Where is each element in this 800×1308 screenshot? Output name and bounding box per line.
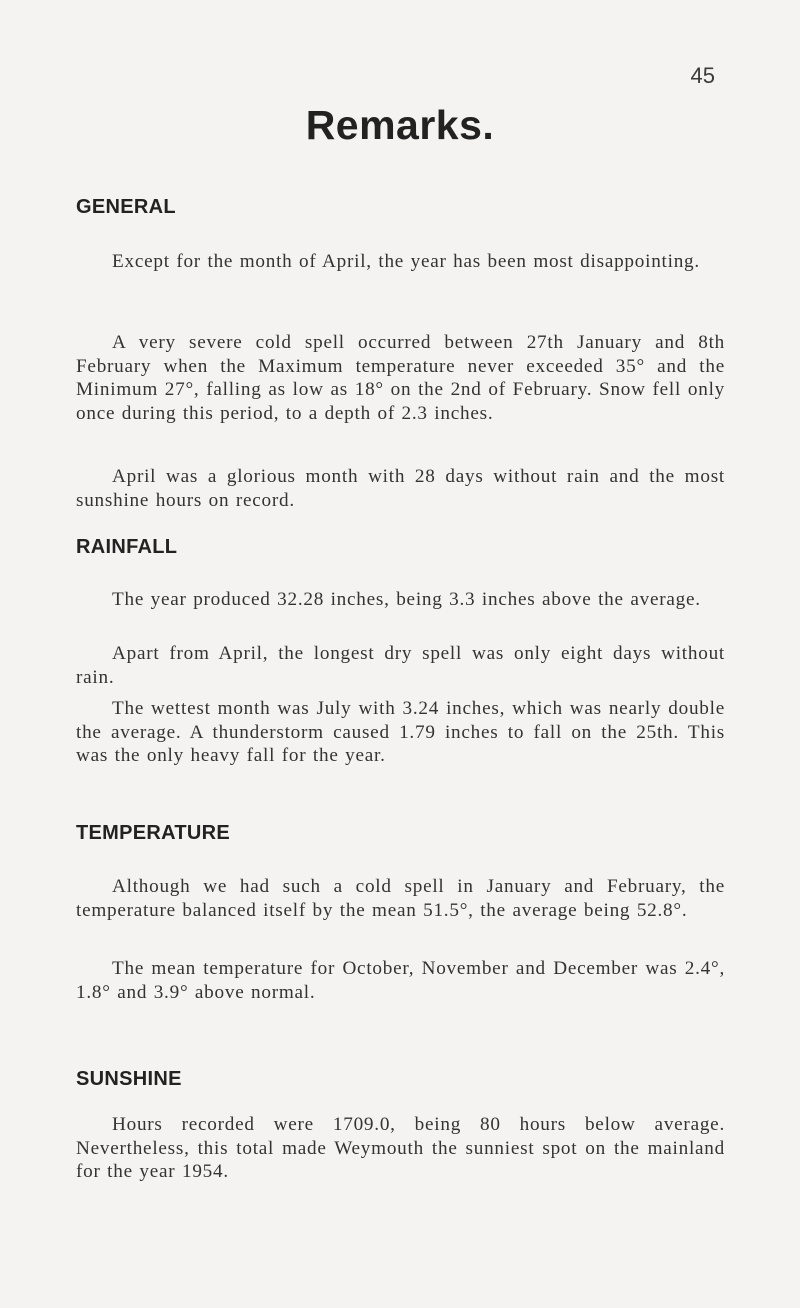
general-paragraph-1: Except for the month of April, the year has been most disappointing. xyxy=(112,251,700,272)
temperature-paragraph-2: The mean temperature for October, November and December was 2.4°, 1.8° and 3.9° above normal. xyxy=(76,958,725,1003)
temperature-paragraph-1: Although we had such a cold spell in January and February, the temperature balanced itself by the mean 51.5°, the average being 52.8°. xyxy=(76,876,725,921)
section-heading-rainfall: RAINFALL xyxy=(76,536,178,558)
general-paragraph-3: April was a glorious month with 28 days without rain and the most sunshine hours on record. xyxy=(76,466,725,511)
rainfall-paragraph-3: The wettest month was July with 3.24 inches, which was nearly double the average. A thunderstorm caused 1.79 inches to fall on the 25th. This was the only heavy fall for the year. xyxy=(76,698,725,766)
rainfall-paragraph-1: The year produced 32.28 inches, being 3.3 inches above the average. xyxy=(112,589,701,610)
section-heading-temperature: TEMPERATURE xyxy=(76,822,231,844)
sunshine-paragraph-1: Hours recorded were 1709.0, being 80 hours below average. Nevertheless, this total made Weymouth the sunniest spot on the mainland for the year 1954. xyxy=(76,1114,725,1182)
page-number: 45 xyxy=(690,63,715,88)
page-title: Remarks. xyxy=(305,102,495,148)
section-heading-sunshine: SUNSHINE xyxy=(76,1068,182,1090)
general-paragraph-2: A very severe cold spell occurred between 27th January and 8th February when the Maximum temperature never exceeded 35° and the Minimum 27°, falling as low as 18° on the 2nd of February. Snow fell only once during this period, to a depth of 2.3 inches. xyxy=(76,332,725,424)
section-heading-general: GENERAL xyxy=(76,196,176,218)
rainfall-paragraph-2: Apart from April, the longest dry spell was only eight days without rain. xyxy=(76,643,725,688)
